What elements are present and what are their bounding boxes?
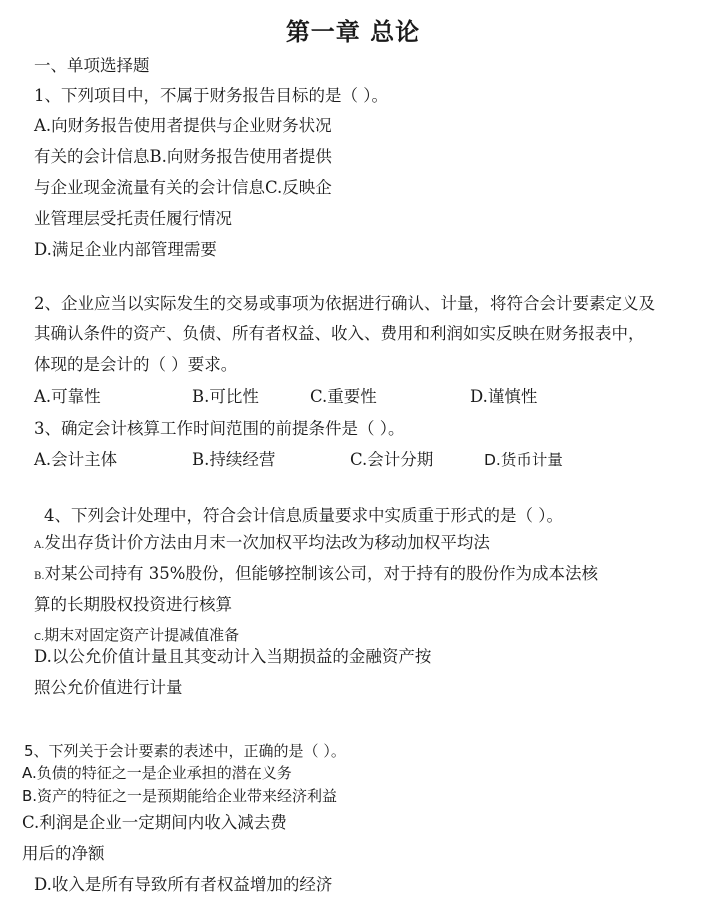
option-label: A. [34,540,45,551]
option-label: C. [34,632,45,643]
option-text: 发出存货计价方法由月末一次加权平均法改为移动加权平均法 [44,533,490,552]
question-1-line: 与企业现金流量有关的会计信息C.反映企 [34,178,332,197]
question-3-option-c: C.会计分期 [350,450,434,469]
chapter-title: 第一章 总论 [285,17,421,46]
question-2-option-b: B.可比性 [192,387,259,406]
question-3-option-d: D.货币计量 [484,451,563,469]
option-text: 期末对固定资产计提减值准备 [44,626,240,644]
question-5-option-a: A.负债的特征之一是企业承担的潜在义务 [22,764,292,782]
question-1-line: A.向财务报告使用者提供与企业财务状况 [34,116,332,135]
question-5-option-c: C.利润是企业一定期间内收入减去费 [22,813,287,832]
question-1-stem: 1、下列项目中，不属于财务报告目标的是（ ）。 [34,86,388,105]
option-label: B. [34,571,45,582]
question-2-stem-line: 体现的是会计的（ ）要求。 [34,355,238,374]
question-4-option-b-cont: 算的长期股权投资进行核算 [34,595,232,614]
question-5-option-b: B.资产的特征之一是预期能给企业带来经济利益 [22,787,338,805]
question-2-stem-line: 2、企业应当以实际发生的交易或事项为依据进行确认、计量，将符合会计要素定义及 [34,294,655,313]
question-4-option-b [34,563,598,588]
question-1-line: 业管理层受托责任履行情况 [34,209,232,228]
question-2-option-d: D.谨慎性 [470,387,538,406]
question-5-stem: 5、下列关于会计要素的表述中，正确的是（ ）。 [24,742,346,760]
question-5-option-d: D.收入是所有导致所有者权益增加的经济 [34,875,333,894]
question-4-option-a [34,532,490,557]
section-heading: 一、单项选择题 [34,56,150,75]
question-2-option-c: C.重要性 [310,387,377,406]
question-4-option-d-cont: 照公允价值进行计量 [34,678,183,697]
question-1-line: D.满足企业内部管理需要 [34,240,217,259]
question-1-line: 有关的会计信息B.向财务报告使用者提供 [34,147,332,166]
question-3-stem: 3、确定会计核算工作时间范围的前提条件是（ ）。 [34,419,405,438]
question-2-option-a: A.可靠性 [34,387,101,406]
option-text: 对某公司持有 35%股份，但能够控制该公司，对于持有的股份作为成本法核 [44,564,598,583]
question-2-stem-line: 其确认条件的资产、负债、所有者权益、收入、费用和利润如实反映在财务报表中， [34,324,645,343]
question-4-stem: 4、下列会计处理中，符合会计信息质量要求中实质重于形式的是（ ）。 [44,506,563,525]
question-5-option-c-cont: 用后的净额 [22,844,105,863]
question-3-option-b: B.持续经营 [192,450,276,469]
question-4-option-d: D.以公允价值计量且其变动计入当期损益的金融资产按 [34,647,432,666]
question-3-option-a: A.会计主体 [34,450,118,469]
